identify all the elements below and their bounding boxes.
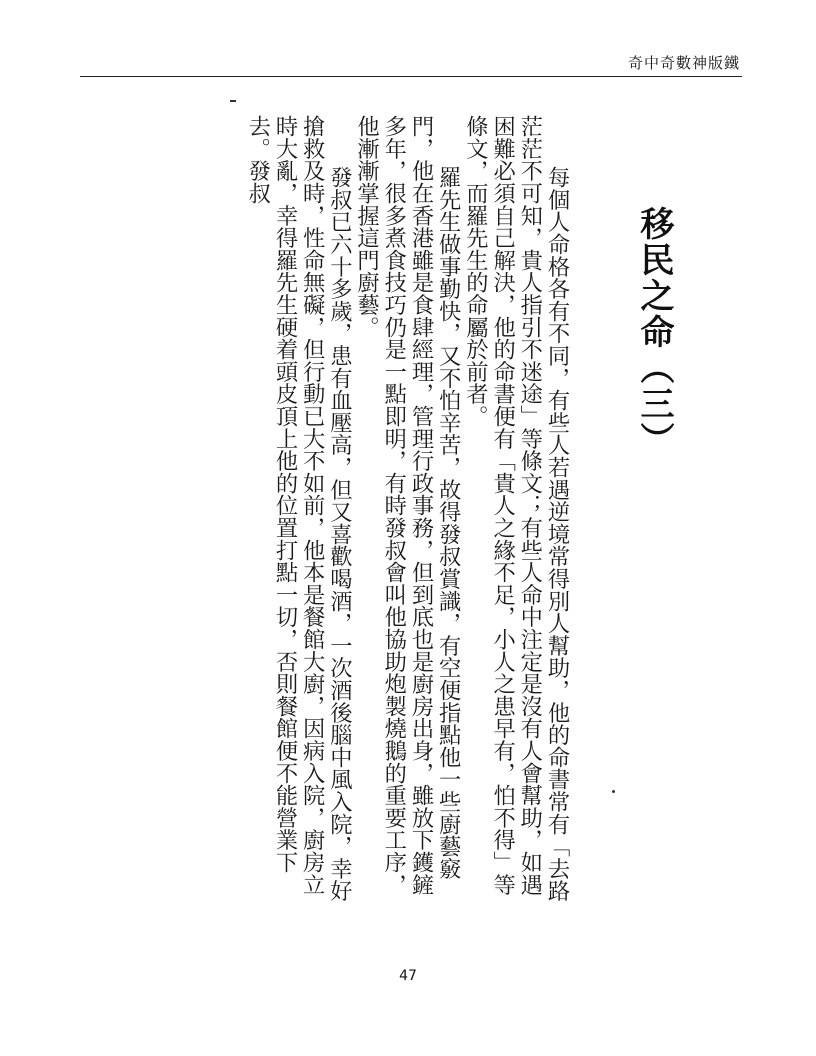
scan-speck (612, 790, 615, 793)
paragraph-1: 每個人命格各有不同，有些人若遇逆境常得別人幫助，他的命書常有「去路茫茫不可知，貴人指引不迷途」等條文；有些人命中注定是沒有人會幫助，如遇困難必須自己解決，他的命書便有「貴人之緣不足，小人之患早有，怕不得」等條文，而羅先生的命屬於前者。 (462, 115, 570, 903)
page-number: 47 (399, 968, 417, 984)
paragraph-3: 發叔已六十多歲，患有血壓高，但又喜歡喝酒，一次酒後腦中風入院，幸好搶救及時，性命無礙，但行動已大不如前，他本是餐館大廚，因病入院，廚房立時大亂，幸得羅先生硬着頭皮頂上他的位置打點一切，否則餐館便不能營業下去。發叔 (244, 115, 353, 903)
scan-speck (230, 100, 236, 102)
paragraph-2: 羅先生做事勤快，又不怕辛苦，故得發叔賞識，有空便指點他一些廚藝竅門，他在香港雖是食肆經理，管理行政事務，但到底也是廚房出身，雖放下鑊鏟多年，很多煮食技巧仍是一點即明，有時發叔會叫他協助炮製燒鵝的重要工序，他漸漸掌握這門廚藝。 (353, 115, 462, 896)
chapter-title: 移民之命（三） (634, 206, 674, 458)
body-text-column-block (170, 115, 570, 905)
running-header-title: 奇中奇數神版鐵 (627, 54, 740, 72)
header-divider (80, 76, 742, 77)
